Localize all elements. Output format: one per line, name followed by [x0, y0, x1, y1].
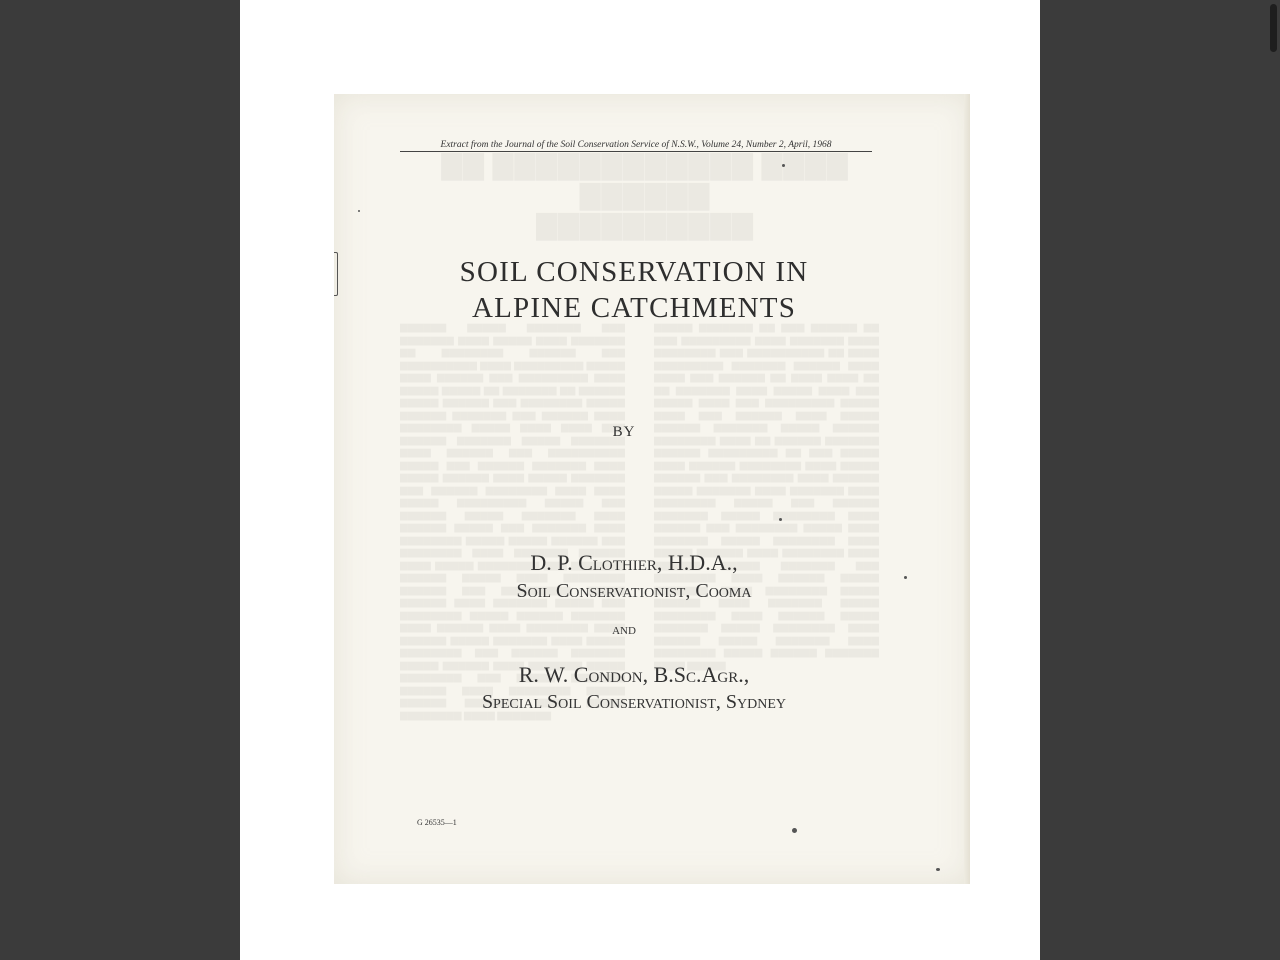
document-page	[240, 0, 1040, 960]
paper-speck	[936, 868, 940, 871]
byline-and: and	[612, 622, 636, 638]
author-2-role: Special Soil Conservationist, Sydney	[481, 691, 787, 713]
byline-by: BY	[612, 424, 636, 440]
paper-speck	[782, 164, 785, 167]
show-through-title	[394, 150, 894, 240]
paper-speck	[358, 210, 360, 212]
vertical-scrollbar[interactable]	[1266, 0, 1280, 960]
print-code: G 26535—1	[417, 818, 457, 827]
paper-speck	[792, 828, 797, 833]
article-title	[374, 254, 894, 326]
paper-edge-shadow	[964, 94, 970, 884]
author-1-name: D. P. Clothier, H.D.A.,	[530, 550, 738, 575]
page-tab-mark	[334, 252, 338, 296]
paper-speck	[904, 576, 907, 579]
article-title-line-1: SOIL CONSERVATION IN	[459, 256, 809, 288]
journal-extract-header: Extract from the Journal of the Soil Conservation Service of N.S.W., Volume 24, Number 2, April, 1968	[400, 140, 872, 152]
scrollbar-thumb[interactable]	[1270, 4, 1277, 52]
scanned-page	[334, 94, 970, 884]
paper-speck	[779, 518, 782, 521]
author-2-name: R. W. Condon, B.Sc.Agr.,	[518, 662, 750, 687]
author-1-role: Soil Conservationist, Cooma	[516, 580, 752, 602]
article-title-line-2: ALPINE CATCHMENTS	[471, 292, 797, 324]
